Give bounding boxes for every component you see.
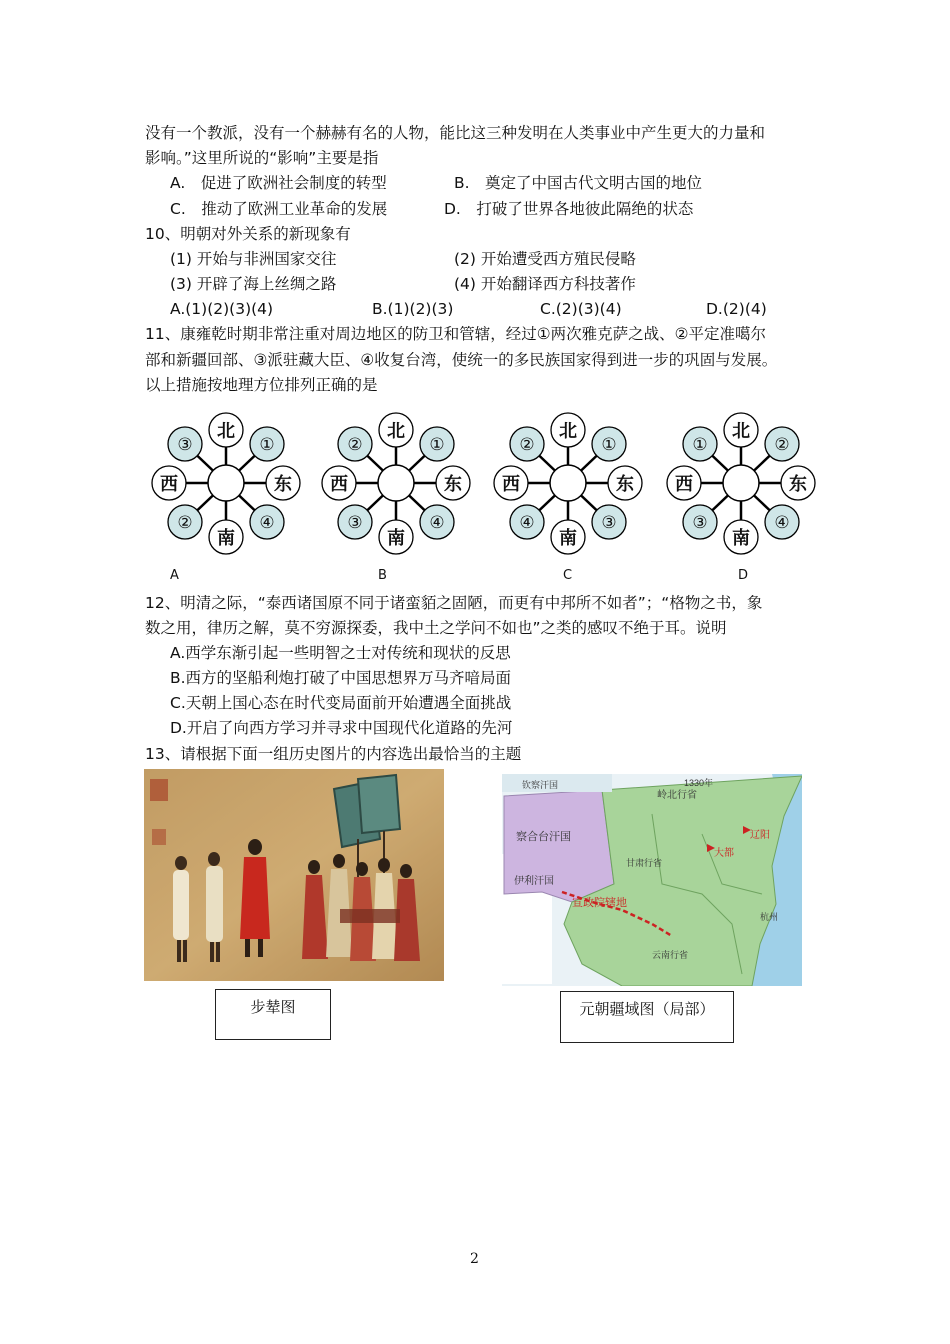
node-label-north: 北 [387,421,405,442]
q10-option-d: D.(2)(4) [706,300,767,318]
q11-line-3: 以上措施按地理方位排列正确的是 [145,376,378,394]
node-label-west: 西 [160,474,178,495]
q10-option-a: A.(1)(2)(3)(4) [170,300,274,318]
map-label-hangzhou: 杭州 [760,912,779,922]
node-label-east: 东 [616,474,634,495]
compass-diagram-b [320,408,476,558]
compass-diagram-d [665,408,821,558]
q12-line-1: 12、明清之际，“泰西诸国原不同于诸蛮貊之固陋，而更有中邦所不如者”；“格物之书，象 [145,594,763,612]
node-label-north: 北 [732,421,750,442]
map-label-yunnan: 云南行省 [652,950,689,960]
node-label-nw: ① [692,435,708,455]
compass-center [378,465,414,501]
node-label-west: 西 [502,474,520,495]
node-label-north: 北 [559,421,577,442]
diagram-label-c: C [563,568,573,583]
q10-item-2: (2) 开始遭受西方殖民侵略 [454,250,636,268]
map-label-lingbei: 岭北行省 [657,790,697,801]
compass-center [550,465,586,501]
q12-line-2: 数之用，律历之解，莫不穷源探委，我中土之学问不如也”之类的感叹不绝于耳。说明 [145,619,727,637]
node-label-nw: ③ [177,435,193,455]
page-number: 2 [470,1251,479,1267]
painting-caption: 步辇图 [215,989,331,1040]
compass-diagram-c [492,408,648,558]
node-label-sw: ④ [519,513,535,533]
node-label-se: ③ [601,513,617,533]
q11-line-1: 11、康雍乾时期非常注重对周边地区的防卫和管辖，经过①两次雅克萨之战、②平定准噶尔 [145,325,767,343]
node-label-ne: ① [601,435,617,455]
node-label-nw: ② [347,435,363,455]
map-label-xuanzheng: 宣政院辖地 [572,897,627,909]
node-label-north: 北 [217,421,235,442]
map-label-gansu: 甘肃行省 [626,858,663,868]
q12-option-c: C.天朝上国心态在时代变局面前开始遭遇全面挑战 [170,694,512,712]
node-label-west: 西 [675,474,693,495]
q12-option-b: B.西方的坚船利炮打破了中国思想界万马齐喑局面 [170,669,512,687]
q10-option-c: C.(2)(3)(4) [540,300,622,318]
node-label-south: 南 [732,528,750,549]
node-label-sw: ② [177,513,193,533]
node-label-ne: ① [429,435,445,455]
diagram-label-b: B [378,568,387,583]
map-label-ilkhan: 伊利汗国 [514,876,554,887]
node-label-se: ④ [429,513,445,533]
diagram-label-d: D [738,568,749,583]
compass-center [723,465,759,501]
node-label-ne: ① [259,435,275,455]
q10-item-1: (1) 开始与非洲国家交往 [170,250,337,268]
map-label-liaoyang: 辽阳 [750,830,770,841]
map-label-year: 1330年 [684,778,714,788]
map-label-kipchak: 钦察汗国 [522,780,559,790]
yuan-territory-map-image [502,774,802,986]
map-label-dadu: 大都 [714,848,734,859]
map-label-chagatai: 察合台汗国 [516,831,571,843]
node-label-east: 东 [274,474,292,495]
q10-item-4: (4) 开始翻译西方科技著作 [454,275,636,293]
compass-diagram-a [150,408,306,558]
node-label-sw: ③ [692,513,708,533]
node-label-south: 南 [387,528,405,549]
node-label-west: 西 [330,474,348,495]
passage-line-2: 影响。”这里所说的“影响”主要是指 [145,149,379,167]
diagram-label-a: A [170,568,179,583]
node-label-nw: ② [519,435,535,455]
node-label-east: 东 [444,474,462,495]
bunian-painting-image [144,769,444,981]
q10-stem: 10、明朝对外关系的新现象有 [145,225,351,243]
q9-option-a: A. 促进了欧洲社会制度的转型 [170,174,387,192]
node-label-sw: ③ [347,513,363,533]
node-label-ne: ② [774,435,790,455]
map-caption: 元朝疆域图（局部） [560,991,734,1043]
node-label-east: 东 [789,474,807,495]
q9-option-c: C. 推动了欧洲工业革命的发展 [170,200,388,218]
q10-option-b: B.(1)(2)(3) [372,300,454,318]
q9-option-d: D. 打破了世界各地彼此隔绝的状态 [444,200,694,218]
q11-line-2: 部和新疆回部、③派驻藏大臣、④收复台湾，使统一的多民族国家得到进一步的巩固与发展。 [145,351,778,369]
node-label-south: 南 [559,528,577,549]
q12-option-a: A.西学东渐引起一些明智之士对传统和现状的反思 [170,644,511,662]
node-label-se: ④ [259,513,275,533]
q12-option-d: D.开启了向西方学习并寻求中国现代化道路的先河 [170,719,513,737]
q10-item-3: (3) 开辟了海上丝绸之路 [170,275,337,293]
node-label-se: ④ [774,513,790,533]
compass-center [208,465,244,501]
q13-stem: 13、请根据下面一组历史图片的内容选出最恰当的主题 [145,745,522,763]
node-label-south: 南 [217,528,235,549]
passage-line-1: 没有一个教派，没有一个赫赫有名的人物，能比这三种发明在人类事业中产生更大的力量和 [145,124,766,142]
q9-option-b: B. 奠定了中国古代文明古国的地位 [454,174,703,192]
